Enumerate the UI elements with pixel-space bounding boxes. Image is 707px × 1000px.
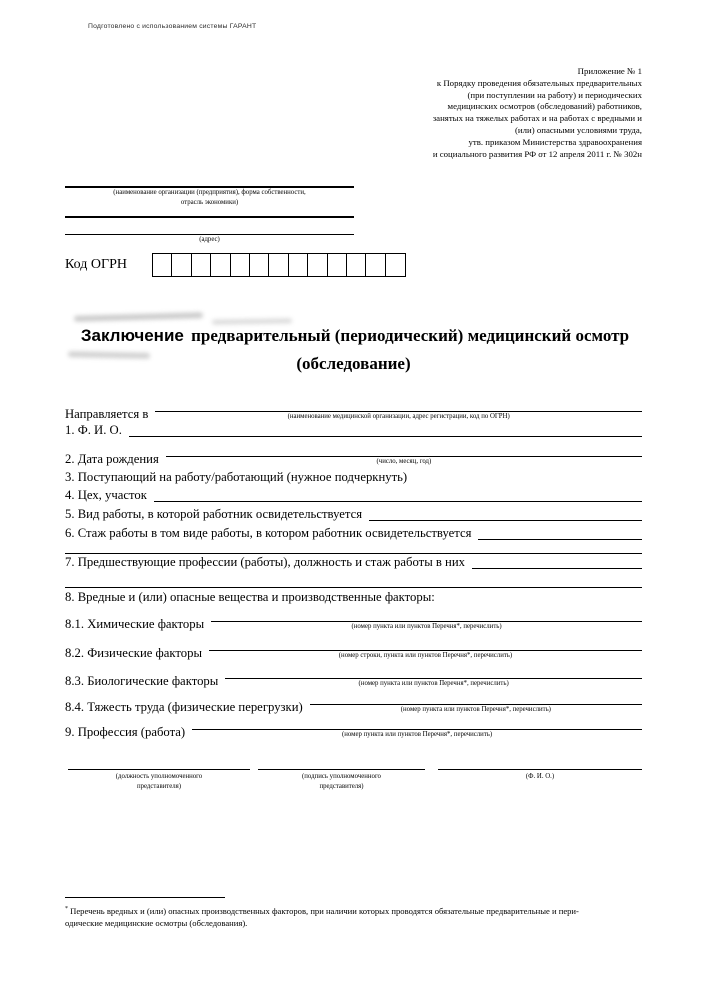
blank-line	[211, 608, 642, 622]
ogrn-cell	[230, 253, 251, 277]
blank-line	[209, 637, 642, 651]
signature-line	[438, 769, 642, 770]
patched-word: Заключение	[78, 322, 187, 350]
signature-position-col	[68, 758, 250, 791]
field-label: 9. Профессия (работа)	[65, 725, 186, 739]
signature-caption	[438, 772, 642, 782]
field-line-wrap	[166, 443, 642, 466]
field-caption: (наименование медицинской организации, адрес регистрации, код по ОГРН)	[287, 413, 510, 420]
ogrn-cell	[365, 253, 386, 277]
field-row-chemical	[65, 608, 642, 631]
signature-row	[65, 758, 642, 803]
field-row-biological	[65, 665, 642, 688]
signature-caption-line: представителя)	[136, 782, 182, 790]
field-line-wrap	[478, 526, 642, 540]
field-label: 5. Вид работы, в которой работник освидетельствуется	[65, 507, 363, 521]
appendix-line: Приложение № 1	[577, 66, 642, 76]
signature-caption-line: (должность уполномоченного	[115, 773, 203, 780]
ogrn-row	[65, 253, 406, 277]
ogrn-label: Код ОГРН	[65, 257, 127, 272]
field-label: 7. Предшествующие профессии (работы), должность и стаж работы в них	[65, 555, 465, 569]
field-label: 8.3. Биологические факторы	[65, 674, 219, 688]
correction-smudge	[212, 318, 292, 324]
footnote-line2: одические медицинские осмотры (обследования).	[65, 917, 248, 928]
ogrn-cell	[385, 253, 406, 277]
field-line-wrap	[225, 665, 642, 688]
blank-line	[129, 423, 642, 437]
field-row-shop	[65, 488, 642, 502]
org-address-caption: (адрес)	[199, 236, 220, 243]
field-caption: (номер пункта или пунктов Перечня*, перечислить)	[400, 706, 551, 713]
field-row-experience	[65, 526, 642, 540]
appendix-line: (или) опасными условиями труда,	[514, 124, 642, 135]
form-body	[65, 398, 642, 739]
blank-line	[310, 691, 642, 705]
ogrn-digit-boxes	[152, 253, 406, 277]
ogrn-cell	[288, 253, 309, 277]
appendix-line: (при поступлении на работу) и периодических	[467, 89, 642, 100]
field-row-profession	[65, 716, 642, 739]
field-label: 8.1. Химические факторы	[65, 617, 205, 631]
blank-line	[472, 555, 642, 569]
garant-watermark: Подготовлено с использованием системы ГАРАНТ	[88, 23, 257, 30]
title-line2: (обследование)	[296, 354, 411, 373]
continuation-line	[65, 587, 642, 588]
footnote-marker: *	[65, 906, 68, 912]
ogrn-cell	[171, 253, 192, 277]
ogrn-cell	[210, 253, 231, 277]
footnote-line1: Перечень вредных и (или) опасных производственных факторов, при наличии которых проводятся обязательные предварительные и пери-	[70, 905, 579, 916]
blank-line	[154, 488, 642, 502]
signature-line	[68, 769, 250, 770]
signature-caption-line: (подпись уполномоченного	[302, 773, 381, 780]
field-row-previous	[65, 555, 642, 569]
footnote-rule	[65, 897, 225, 898]
ogrn-cell	[191, 253, 212, 277]
blank-line	[155, 398, 642, 412]
field-row-birth	[65, 443, 642, 466]
blank-line	[166, 443, 642, 457]
org-name-caption2: отрасль экономики)	[180, 198, 239, 206]
field-label: 1. Ф. И. О.	[65, 423, 122, 437]
field-label: 2. Дата рождения	[65, 452, 159, 466]
field-caption: (номер пункта или пунктов Перечня*, перечислить)	[351, 623, 502, 630]
title-line1: предварительный (периодический) медицинский осмотр	[191, 326, 630, 345]
field-row-fio	[65, 423, 642, 437]
field-line-wrap	[310, 691, 642, 714]
field-label: 8.4. Тяжесть труда (физические перегрузки)	[65, 700, 303, 714]
field-line-wrap	[155, 398, 642, 421]
appendix-line: и социального развития РФ от 12 апреля 2011 г. № 302н	[432, 148, 642, 159]
continuation-line	[65, 553, 642, 554]
org-second-line	[65, 216, 354, 218]
signature-sign-col	[258, 758, 425, 791]
footnote-text	[65, 903, 645, 929]
signature-line	[258, 769, 425, 770]
ogrn-cell	[268, 253, 289, 277]
field-label: 4. Цех, участок	[65, 488, 147, 502]
field-caption: (номер пункта или пунктов Перечня*, перечислить)	[341, 731, 493, 738]
field-row-hazards: 8. Вредные и (или) опасные вещества и производственные факторы:	[65, 590, 435, 604]
field-label: Направляется в	[65, 407, 149, 421]
field-row-status: 3. Поступающий на работу/работающий (нужное подчеркнуть)	[65, 470, 408, 484]
blank-line	[225, 665, 642, 679]
blank-line	[478, 526, 642, 540]
signature-caption	[258, 772, 425, 791]
field-caption: (номер пункта или пунктов Перечня*, перечислить)	[358, 680, 509, 687]
ogrn-cell	[249, 253, 270, 277]
blank-line	[369, 507, 642, 521]
field-line-wrap	[129, 423, 642, 437]
blank-line	[192, 716, 642, 730]
appendix-line: медицинских осмотров (обследований) работников,	[447, 101, 642, 112]
field-caption: (число, месяц, год)	[376, 458, 432, 465]
org-name-caption: (наименование организации (предприятия), форма собственности,	[113, 189, 306, 196]
field-caption: (номер строки, пункта или пунктов Перечня*, перечислить)	[338, 652, 513, 659]
appendix-header	[222, 66, 642, 160]
appendix-line: утв. приказом Министерства здравоохранения	[468, 136, 642, 147]
organization-block	[65, 186, 354, 245]
footnote	[65, 897, 645, 929]
field-row-worktype	[65, 507, 642, 521]
ogrn-cell	[307, 253, 328, 277]
ogrn-cell	[327, 253, 348, 277]
field-row-directed	[65, 398, 642, 421]
signature-name-col	[438, 758, 642, 782]
document-title	[0, 322, 707, 378]
field-line-wrap	[154, 488, 642, 502]
ogrn-cell	[152, 253, 173, 277]
field-line-wrap	[472, 555, 642, 569]
appendix-line: занятых на тяжелых работах и на работах с вредными и	[432, 113, 642, 124]
field-line-wrap	[369, 507, 642, 521]
field-label: 8.2. Физические факторы	[65, 646, 202, 660]
field-row-physical	[65, 637, 642, 660]
appendix-line: к Порядку проведения обязательных предварительных	[436, 77, 642, 88]
field-line-wrap	[192, 716, 642, 739]
signature-caption	[68, 772, 250, 791]
signature-caption-line: (Ф. И. О.)	[525, 773, 555, 780]
ogrn-cell	[346, 253, 367, 277]
field-line-wrap	[209, 637, 642, 660]
field-row-severity	[65, 691, 642, 714]
signature-caption-line: представителя)	[319, 782, 364, 790]
field-label: 6. Стаж работы в том виде работы, в котором работник освидетельствуется	[65, 526, 472, 540]
field-line-wrap	[211, 608, 642, 631]
